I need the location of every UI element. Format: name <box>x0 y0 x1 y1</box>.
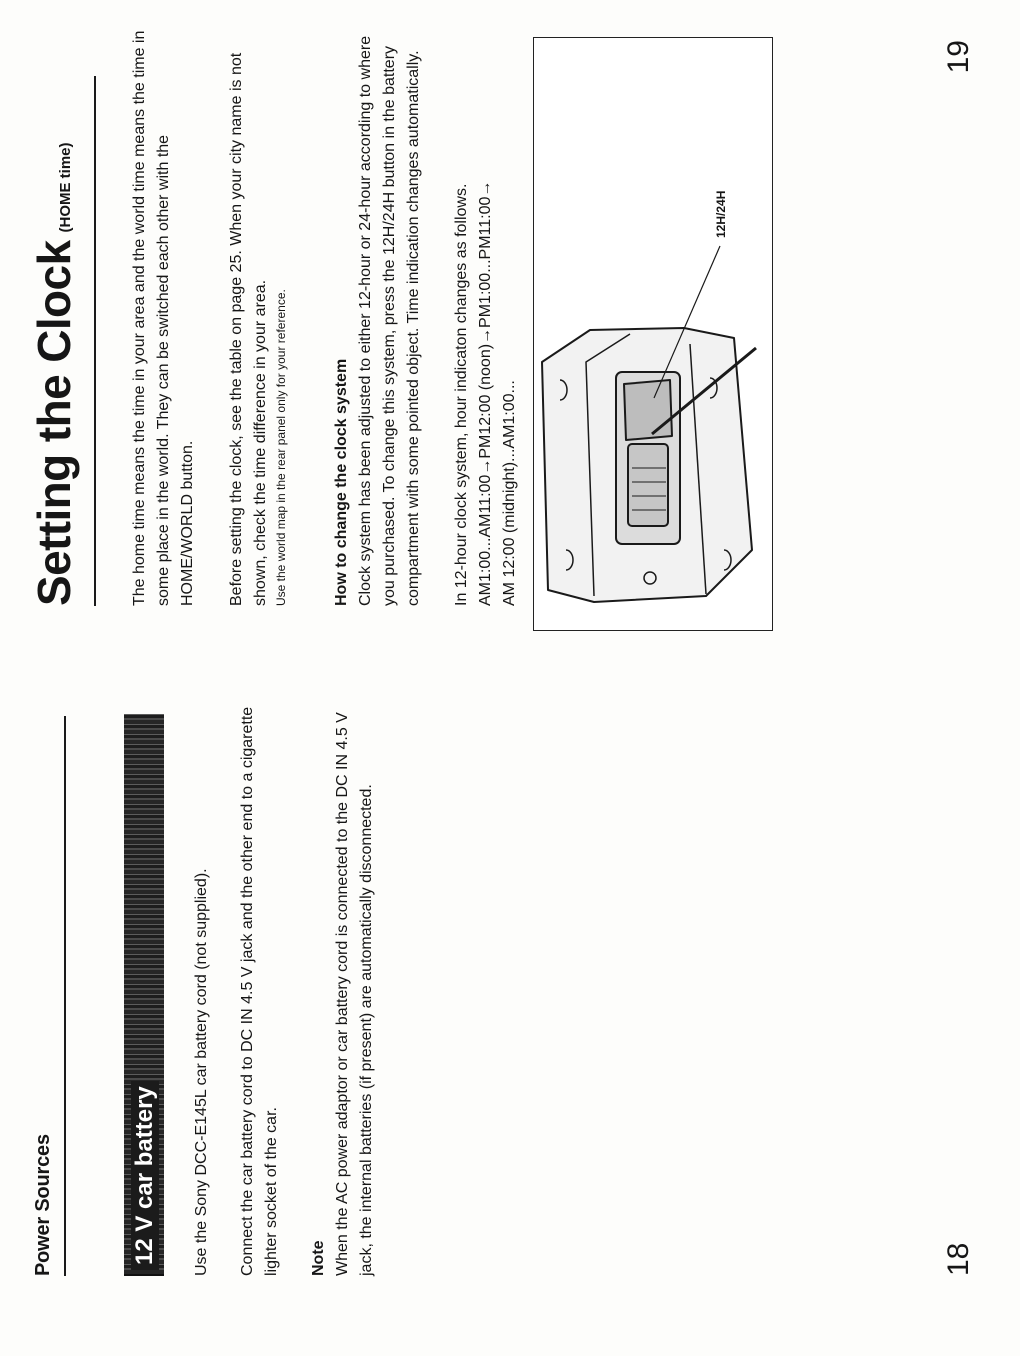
page-title <box>24 142 96 606</box>
paragraph-home-time: The home time means the time in your area and the world time means the time in some place in the world. They can be switched each other with the HOME/WORLD button. <box>131 30 196 606</box>
reference-note: Use the world map in the rear panel only for your reference. <box>274 289 288 606</box>
header-rule <box>94 76 96 606</box>
subsection-heading: How to change the clock system <box>333 358 350 606</box>
note-text: When the AC power adaptor or car battery cord is connected to the DC IN 4.5 V jack, the internal batteries (if present) are automatically disconnected. <box>334 712 375 1276</box>
note-title: Note <box>310 1240 327 1276</box>
12h-24h-callout: 12H/24H <box>714 190 728 238</box>
section-heading-bar <box>124 714 164 1276</box>
sequence-line-2: AM 12:00 (midnight)...AM1:00... <box>501 380 518 606</box>
header-rule <box>64 716 66 1276</box>
device-illustration <box>534 36 774 630</box>
battery-compartment-figure <box>533 37 773 631</box>
page-19 <box>0 0 1020 676</box>
subsection-detail: In 12-hour clock system, hour indicaton changes as follows. <box>453 183 470 606</box>
page-title-text: Setting the Clock <box>28 240 80 606</box>
subsection-text: Clock system has been adjusted to either 12-hour or 24-hour according to where you purchased. To change this system, press the 12H/24H button in the battery compartment with some pointed object. Time indication changes automatically. <box>357 35 422 606</box>
page-title-suffix: (HOME time) <box>57 142 74 233</box>
section-title: 12 V car battery <box>131 1081 159 1270</box>
page-18 <box>0 676 1020 1356</box>
page-number: 19 <box>942 40 975 74</box>
paragraph-cord: Use the Sony DCC-E145L car battery cord (not supplied). <box>193 868 210 1276</box>
paragraph-connect: Connect the car battery cord to DC IN 4.5 V jack and the other end to a cigarette lighter socket of the car. <box>239 706 280 1276</box>
sequence-line-1: AM1:00...AM11:00→PM12:00 (noon)→PM1:00...PM11:00→ <box>477 180 494 606</box>
running-head: Power Sources <box>32 1134 54 1276</box>
page-number: 18 <box>942 1242 975 1276</box>
paragraph-before-setting: Before setting the clock, see the table on page 25. When your city name is not shown, check the time difference in your area. <box>228 52 269 606</box>
